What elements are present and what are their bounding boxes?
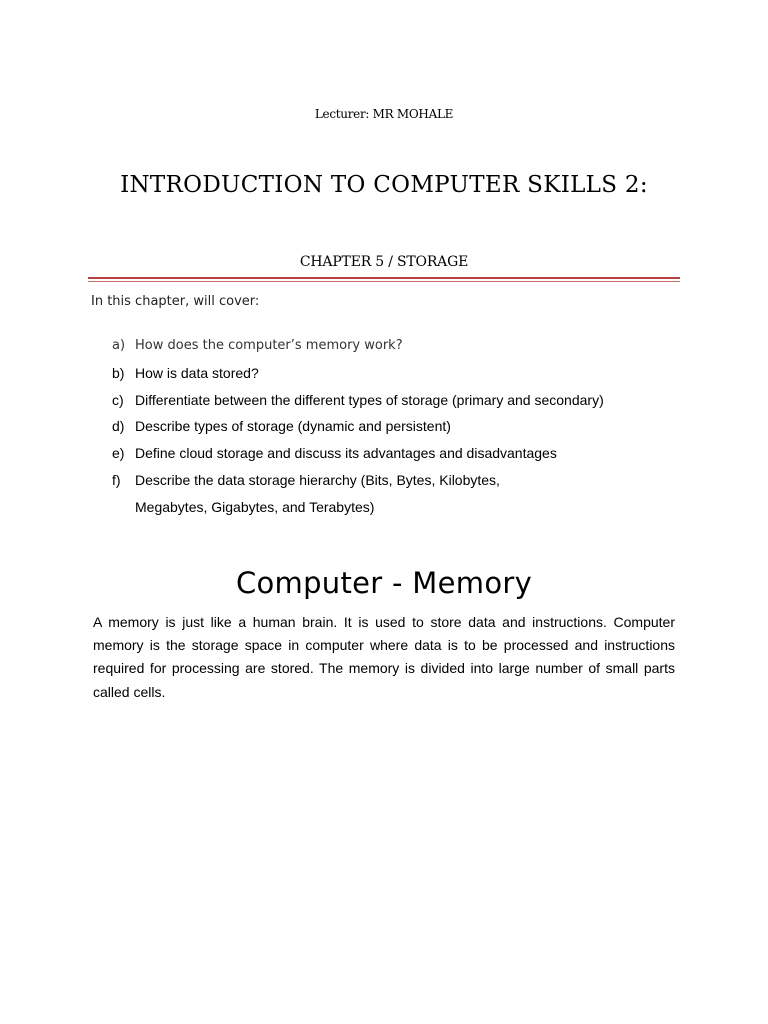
body-paragraph: A memory is just like a human brain. It is used to store data and instructions. Computer memory is the storage space in computer where data is to be processed and instructions required for processing are stored. The memory is divided into large number of small parts called cells. bbox=[93, 614, 675, 700]
list-item bbox=[112, 360, 672, 387]
list-item-text: How is data stored? bbox=[135, 364, 259, 381]
list-marker: b) bbox=[112, 364, 125, 381]
list-marker: a) bbox=[112, 338, 126, 353]
chapter-title: CHAPTER 5 / STORAGE bbox=[299, 254, 469, 270]
section-heading: Computer - Memory bbox=[235, 566, 533, 600]
list-marker: d) bbox=[112, 418, 125, 435]
list-item bbox=[112, 467, 672, 521]
objectives-list bbox=[112, 333, 672, 521]
list-marker: e) bbox=[112, 445, 125, 462]
list-item bbox=[112, 333, 672, 360]
list-marker: f) bbox=[112, 471, 121, 488]
list-item-text: How does the computer’s memory work? bbox=[135, 338, 403, 353]
list-item-text: Describe the data storage hierarchy (Bits, Bytes, Kilobytes, Megabytes, Gigabytes, and Terabytes) bbox=[135, 471, 500, 515]
chapter-divider-thin bbox=[88, 281, 680, 282]
list-item-text: Differentiate between the different types of storage (primary and secondary) bbox=[135, 391, 604, 408]
chapter-intro: In this chapter, will cover: bbox=[91, 294, 260, 309]
lecturer-line: Lecturer: MR MOHALE bbox=[314, 107, 454, 121]
list-marker: c) bbox=[112, 391, 124, 408]
list-item bbox=[112, 413, 672, 440]
list-item bbox=[112, 387, 672, 414]
list-item-text: Define cloud storage and discuss its advantages and disadvantages bbox=[135, 445, 557, 462]
list-item bbox=[112, 440, 672, 467]
list-item-text: Describe types of storage (dynamic and persistent) bbox=[135, 418, 451, 435]
chapter-divider-thick bbox=[88, 277, 680, 279]
course-title: INTRODUCTION TO COMPUTER SKILLS 2: bbox=[120, 172, 648, 198]
